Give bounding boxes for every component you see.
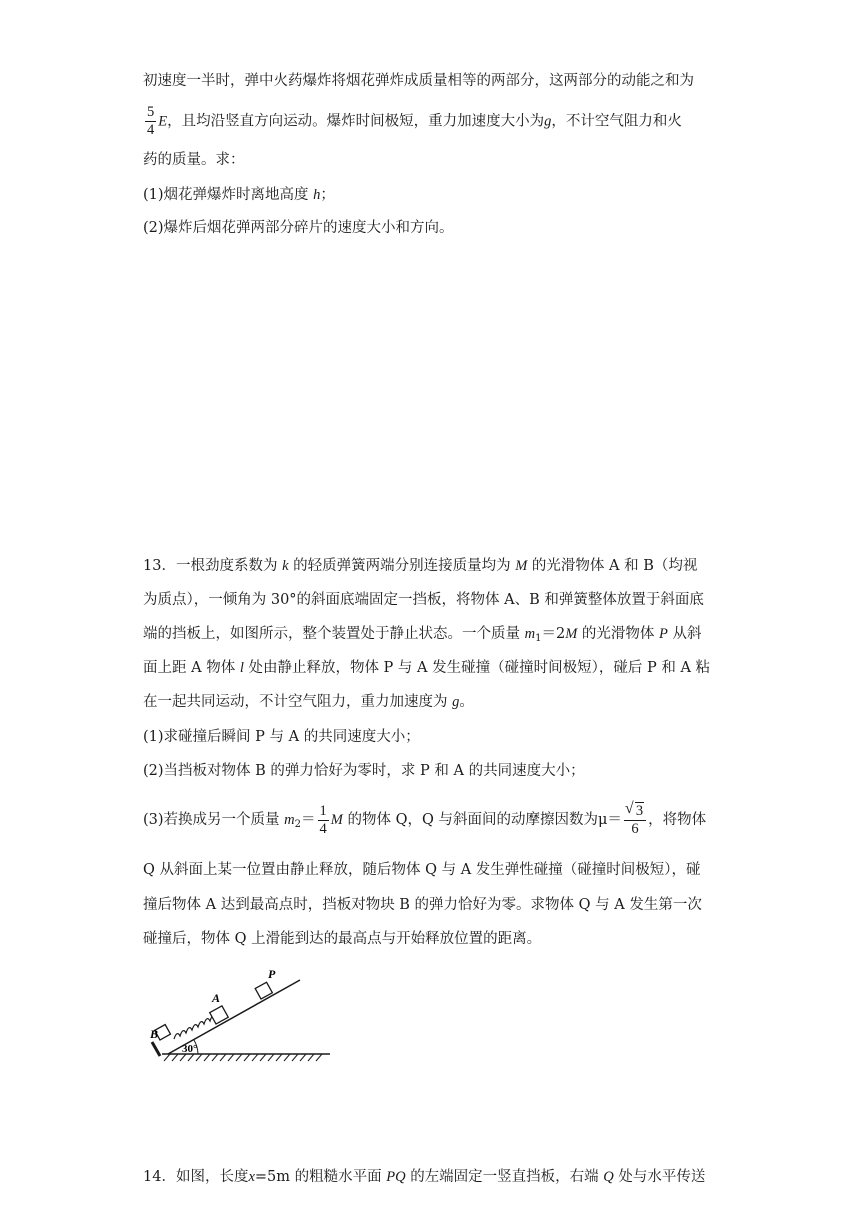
fraction-1-4: $\frac{1}{4}$	[319, 802, 327, 837]
incline-spring-figure	[140, 960, 340, 1070]
label-B: B	[150, 1027, 159, 1041]
q14-line-1: 14．如图，长度x=5m 的粗糙水平面 PQ 的左端固定一竖直挡板，右端 Q 处与水平传送	[143, 1169, 706, 1185]
q13-line-4: 面上距 A 物体 l 处由静止释放，物体 P 与 A 发生碰撞（碰撞时间极短），碰后 P 和 A 粘	[143, 660, 711, 676]
q13-subquestion-3: (3)若换成另一个质量 $m_2=$ $\frac{1}{4}$ M 的物体 Q，Q 与斜面间的动摩擦因数为μ＝ √ $\frac{3}{6}$ ，将物体	[143, 800, 706, 845]
label-A: A	[212, 991, 221, 1005]
fraction-5-4: $\frac{5}{4}$	[147, 104, 155, 138]
q13-line-7: Q 从斜面上某一位置由静止释放，随后物体 Q 与 A 发生弹性碰撞（碰撞时间极短），碰	[143, 862, 701, 878]
spring-coil	[174, 1016, 216, 1039]
q12-line-2: $\frac{5}{4}$ E，且均沿竖直方向运动。爆炸时间极短，重力加速度大小为g，不计空气阻力和火	[147, 104, 682, 138]
label-angle: 30°	[182, 1043, 198, 1055]
q13-line-1: 13．一根劲度系数为 k 的轻质弹簧两端分别连接质量均为 M 的光滑物体 A 和 B（均视	[143, 558, 698, 574]
q13-line-3: 端的挡板上，如图所示，整个装置处于静止状态。一个质量 $m_1=2M$ 的光滑物体 P 从斜	[143, 626, 702, 644]
q12-subquestion-2: (2)爆炸后烟花弹两部分碎片的速度大小和方向。	[143, 220, 454, 236]
q13-line-2: 为质点），一倾角为 30°的斜面底端固定一挡板，将物体 A、B 和弹簧整体放置于斜面底	[143, 592, 704, 608]
ground-hatching	[164, 1054, 322, 1061]
sqrt-symbol: √ 3	[626, 803, 644, 820]
q13-subquestion-2: (2)当挡板对物体 B 的弹力恰好为零时，求 P 和 A 的共同速度大小；	[143, 763, 585, 779]
q13-line-5: 在一起共同运动，不计空气阻力，重力加速度为 g。	[143, 694, 474, 710]
q12-line-1: 初速度一半时，弹中火药爆炸将烟花弹炸成质量相等的两部分，这两部分的动能之和为	[143, 73, 694, 89]
stopper-plate	[152, 1042, 160, 1056]
q12-subquestion-1: (1)烟花弹爆炸时离地高度 h；	[143, 187, 335, 203]
label-P: P	[268, 967, 276, 981]
q13-subquestion-1: (1)求碰撞后瞬间 P 与 A 的共同速度大小；	[143, 729, 420, 745]
q12-line-3: 药的质量。求：	[143, 152, 245, 168]
fraction-sqrt3-6: √ $\frac{3}{6}$	[624, 803, 646, 838]
q13-line-8: 撞后物体 A 达到最高点时，挡板对物块 B 的弹力恰好为零。求物体 Q 与 A 发生第一次	[143, 897, 702, 913]
q13-line-9: 碰撞后，物体 Q 上滑能到达的最高点与开始释放位置的距离。	[143, 931, 542, 947]
